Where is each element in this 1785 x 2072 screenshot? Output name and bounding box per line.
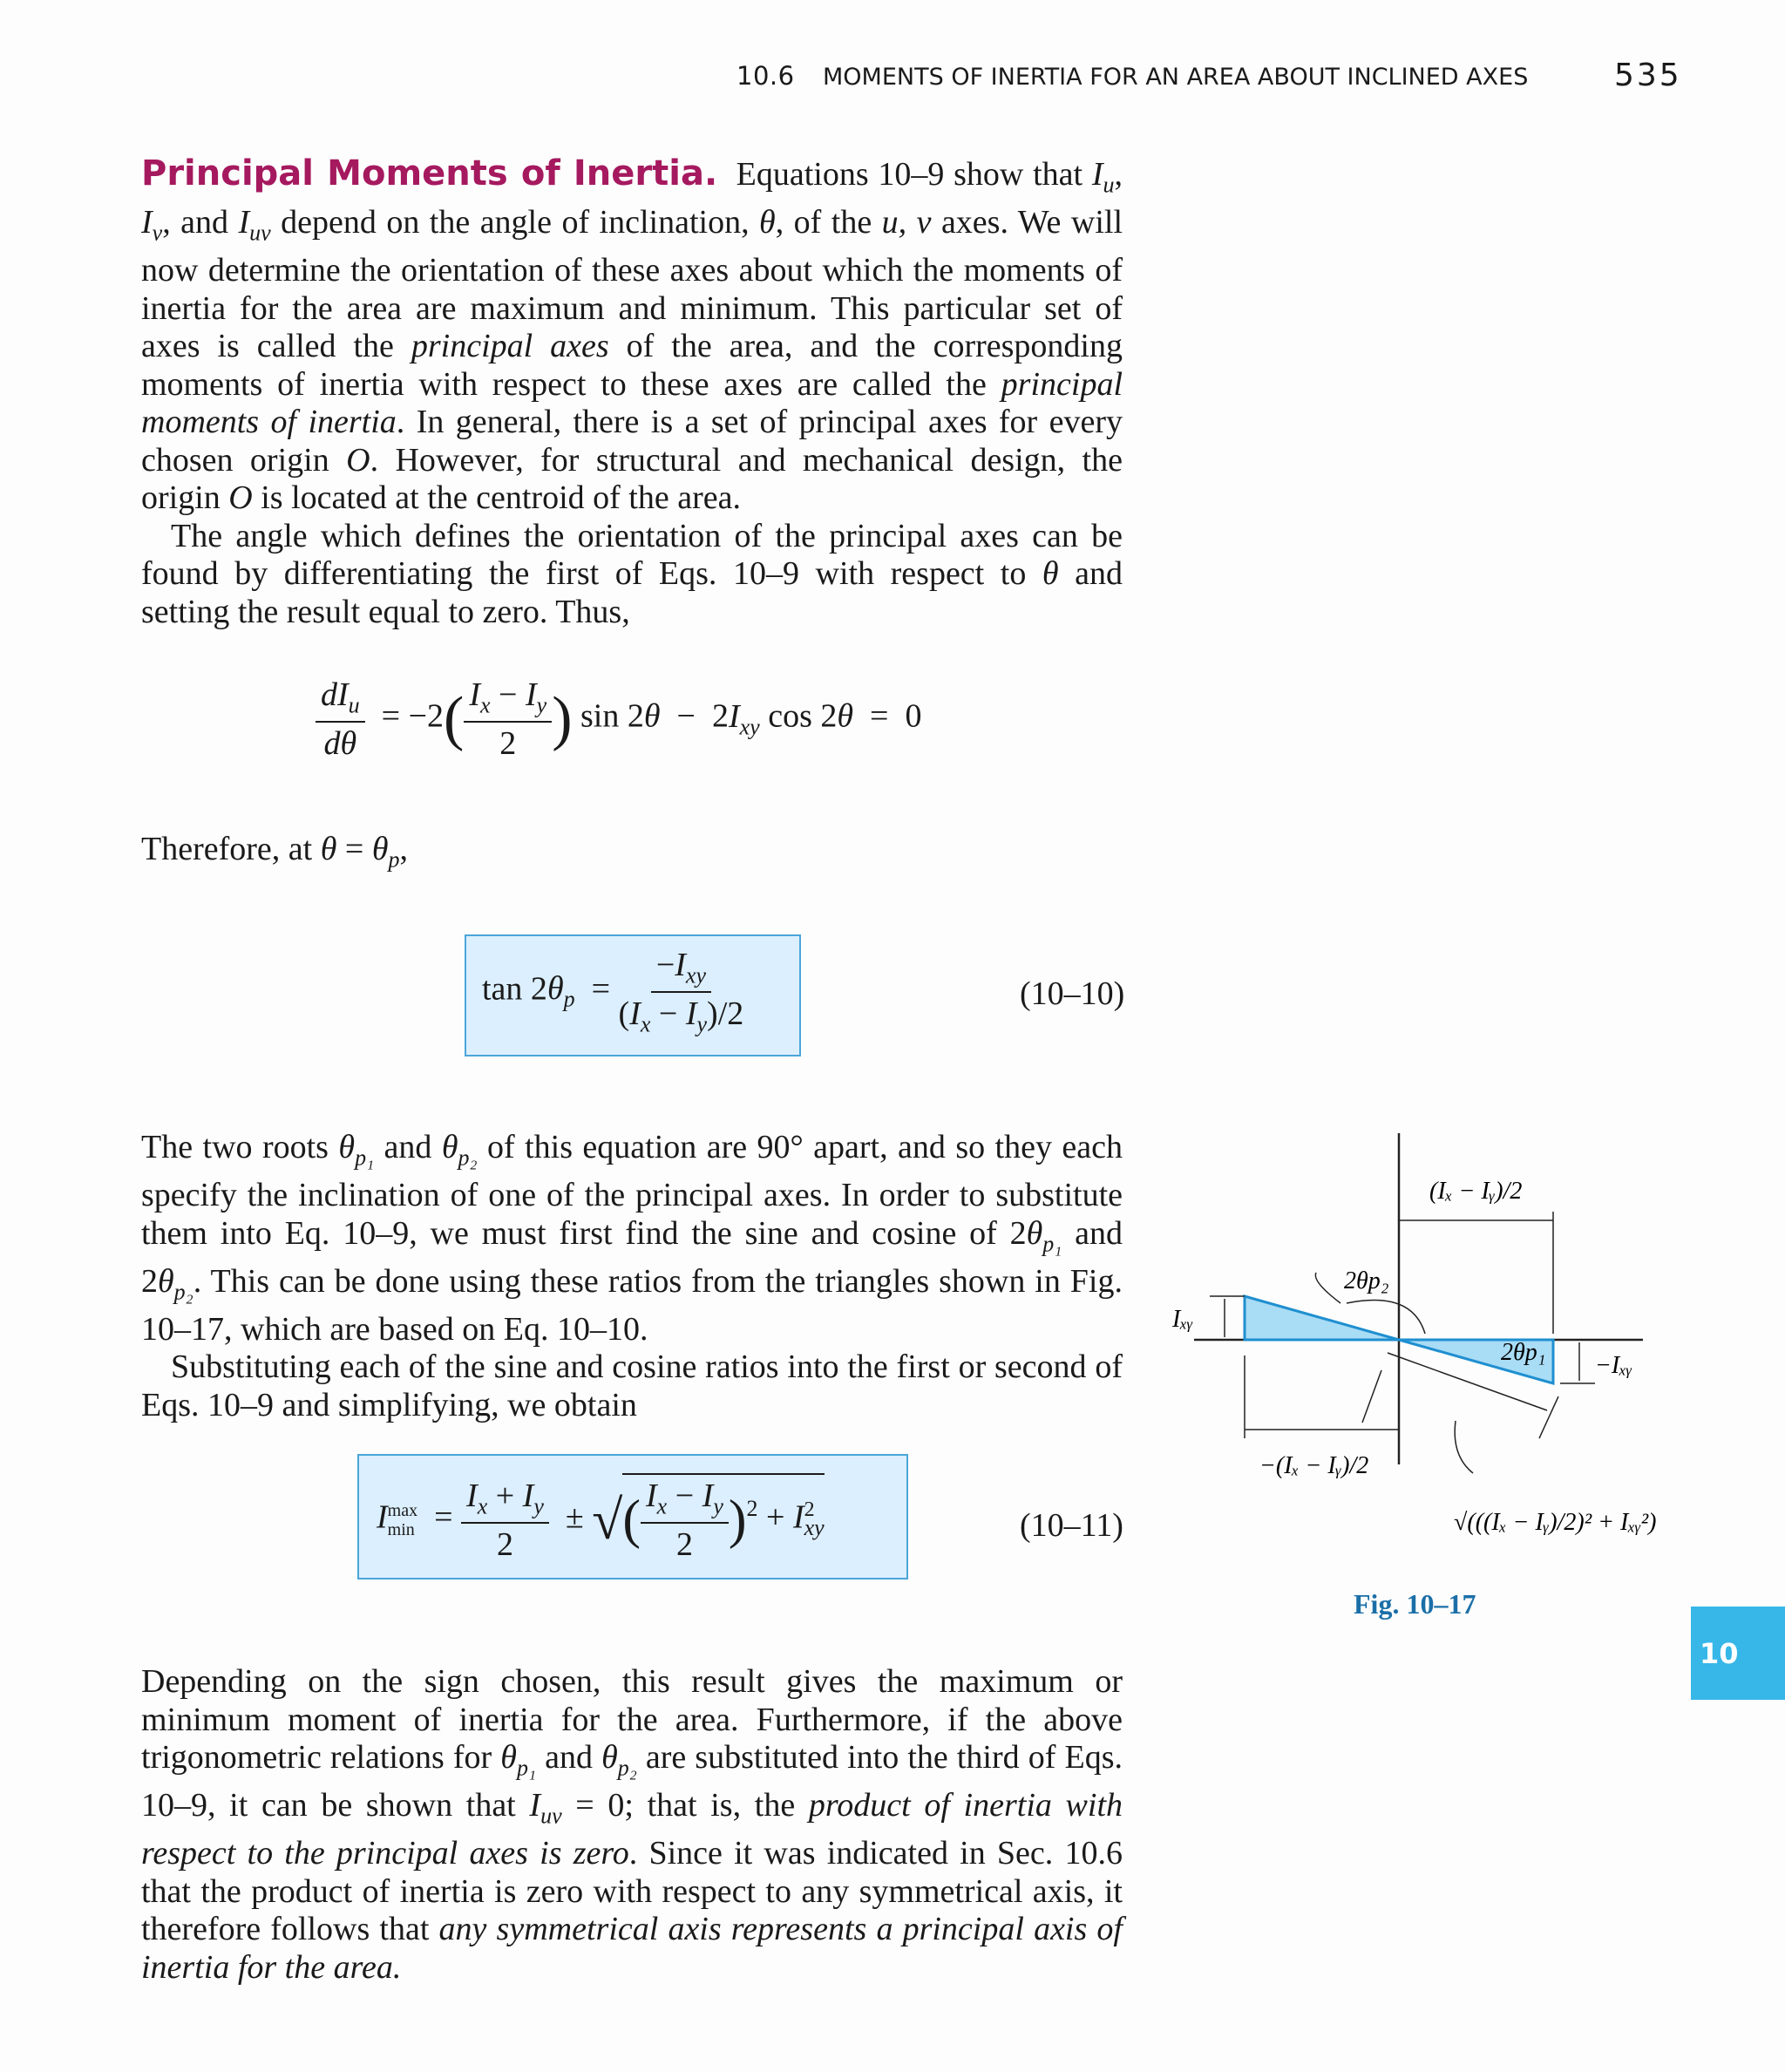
label-right-ixy: −Iₓᵧ — [1595, 1352, 1632, 1379]
fraction-tan: $\frac{-I_{xy}}{(I_x - I_y)/2}$ — [618, 947, 744, 1037]
paragraph-3: The two roots $\theta_{p_1}$ and $\theta_{p_2}$ of this equation are 90° apart, and so they each specify the inclination of one of the principal axes. In order to substitute them into Eq. 10–9, we must first find the sine and cosine of $2\theta_{p_1}$ and $2\theta_{p_2}$. This can be done using these ratios from the triangles shown in Fig. 10–17, which are based on Eq. 10–10. — [141, 1129, 1123, 1348]
equation-number-10-10: (10–10) — [1020, 975, 1125, 1012]
equation-derivative: $\frac{dI_u}{d\theta}$ = −2( $\frac{I_x - I_y}{2}$ ) $\sin 2\theta - 2I_{xy}$ cos 2θ = 0 — [316, 676, 921, 763]
header-section-title — [823, 61, 1528, 91]
label-left-ixy: Iₓᵧ — [1172, 1306, 1193, 1333]
fraction-dIu-dtheta: $\frac{dI_u}{d\theta}$ — [316, 676, 365, 763]
paragraph-4: Substituting each of the sine and cosine ratios into the first or second of Eqs. 10–9 and simplifying, we obtain — [141, 1348, 1123, 1423]
header-section-number: 10.6 — [736, 61, 795, 91]
label-hypotenuse: √(((Iₓ − Iᵧ)/2)² + Iₓᵧ²) — [1454, 1509, 1656, 1536]
fraction-ix-minus-iy-2: $\frac{I_x - I_y}{2}$ — [641, 1477, 729, 1564]
page-number: 535 — [1614, 58, 1682, 93]
paragraph-5: Depending on the sign chosen, this result gives the maximum or minimum moment of inertia for the area. Furthermore, if the above trigonometric relations for $\theta_{p_1}$ and $\theta_{p_2}$ are substituted into the third of Eqs. 10–9, it can be shown that $I_{uv} = 0$; that is, the product of inertia with respect to the principal axes is zero. Since it was indicated in Sec. 10.6 that the product of inertia is zero with respect to any symmetrical axis, it therefore follows that any symmetrical axis represents a principal axis of inertia for the area. — [141, 1663, 1123, 1986]
equation-10-10: $\tan 2\theta_p$ = $\frac{-I_{xy}}{(I_x - I_y)/2}$ — [482, 947, 744, 1037]
paragraph-roots — [141, 1129, 1123, 1424]
leader-hypotenuse — [1455, 1421, 1473, 1473]
paragraph-principal-moments — [141, 155, 1123, 631]
fraction-ix-minus-iy: $\frac{I_x - I_y}{2}$ — [464, 676, 552, 763]
label-angle-p1: 2θp₁ — [1501, 1339, 1546, 1366]
figure-caption: Fig. 10–17 — [1354, 1588, 1476, 1620]
triangle-left — [1245, 1296, 1399, 1340]
paragraph-1-text: Equations 10–9 show that $I_u$, $I_v$, and $I_{uv}$ depend on the angle of inclination, θ, of the u, v axes. We will now determine the orientation of these axes about which the moments of inertia for the area are maximum and minimum. This particular set of axes is called the principal axes of the area, and the corresponding moments of inertia with respect to these axes are called the principal moments of inertia. In general, there is a set of principal axes for every chosen origin O. However, for structural and mechanical design, the origin O is located at the centroid of the area. — [141, 156, 1123, 517]
paragraph-2: The angle which defines the orientation of the principal axes can be found by differentiating the first of Eqs. 10–9 with respect to θ and setting the result equal to zero. Thus, — [141, 517, 1123, 630]
label-top-fraction: (Iₓ − Iᵧ)/2 — [1429, 1178, 1523, 1205]
section-heading: Principal Moments of Inertia. — [141, 153, 718, 194]
paragraph-conclusion — [141, 1663, 1123, 1987]
figure-10-17 — [1159, 1124, 1656, 1569]
header-title-text: MOMENTS OF INERTIA FOR AN AREA ABOUT INCLINED AXES — [823, 64, 1529, 91]
therefore-line: Therefore, at $\theta = \theta_p$, — [141, 831, 408, 873]
label-bottom-fraction: −(Iₓ − Iᵧ)/2 — [1259, 1452, 1369, 1479]
fraction-ix-plus-iy: $\frac{I_x + I_y}{2}$ — [461, 1477, 549, 1564]
equation-10-11: I max min = $\frac{I_x + I_y}{2}$ ± √( $\frac{I_x - I_y}{2}$ )$^2 + I^2_{xy}$ — [377, 1473, 825, 1564]
paragraph-1 — [141, 155, 1123, 518]
equation-number-10-11: (10–11) — [1020, 1507, 1123, 1544]
chapter-tab: 10 — [1691, 1607, 1785, 1700]
label-angle-p2: 2θp₂ — [1344, 1267, 1389, 1294]
